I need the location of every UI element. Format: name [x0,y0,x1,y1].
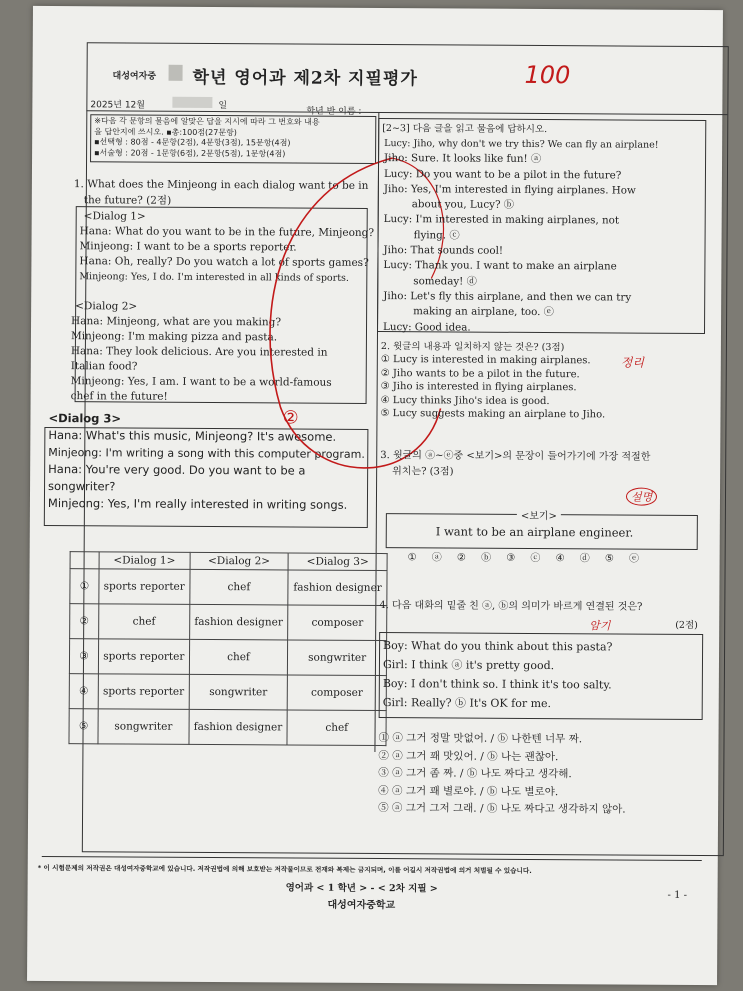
date-suffix: 일 [218,101,228,112]
q3-prompt-line: 3. 윗글의 ⓐ~ⓔ중 <보기>의 문장이 들어가기에 가장 적절한 [380,450,651,463]
table-corner [70,552,99,569]
q4-dialog-line: Girl: I think ⓐ it's pretty good. [382,658,555,673]
passage-line: making an airplane, too. ⓔ [413,305,554,319]
school-name-small: 대성여자중 [112,71,157,82]
table-cell: fashion designer [288,570,387,606]
exam-paper [27,6,723,985]
q1-prompt-line: 1. What does the Minjeong in each dialog want to be in [73,178,369,192]
dialog-label: <Dialog 2> [75,300,138,313]
passage-line: Lucy: Do you want to be a pilot in the future? [383,167,622,182]
passage-line: Jiho: Let's fly this airplane, and then we can try [383,290,632,304]
footer-school: 대성여자중학교 [327,899,396,912]
dialog-line: Hana: What's this music, Minjeong? It's awesome. [48,428,337,444]
table-cell: fashion designer [189,709,288,745]
dialog-line: Hana: You're very good. Do you want to be a [48,462,306,478]
q1-answer-table [68,551,387,746]
dialog-line: songwriter? [48,479,116,494]
copyright-notice: * 이 시험문제의 저작권은 대성여자중학교에 있습니다. 저작권법에 의해 보호받는 저작물이므로 전재와 복제는 금지되며, 이를 어길시 저작권법에 의거 처벌될 수 있습니다. [37,863,532,875]
table-row[interactable] [69,639,386,676]
q4-option[interactable]: ① ⓐ 그거 정말 맛없어. / ⓑ 나한텐 너무 짜. [378,732,583,746]
dialog-line: Hana: Oh, really? Do you watch a lot of sports games? [79,255,369,269]
table-cell: fashion designer [189,604,288,640]
table-row[interactable] [69,709,386,746]
q4-points: (2점) [675,619,698,631]
dialog-label: <Dialog 1> [83,210,146,223]
q4-options [378,730,626,819]
table-cell: songwriter [98,709,189,745]
redaction-block [169,65,183,81]
table-row[interactable] [70,569,387,606]
q3-handwritten: 설명 [626,488,657,506]
q3-prompt [380,448,650,482]
table-cell: chef [99,604,190,640]
passage-line: Lucy: Thank you. I want to make an airplane [383,259,617,273]
score-handwritten: 100 [524,60,571,90]
page-number: - 1 - [667,889,688,901]
instruction-line: ▪서술형 : 20점 - 1문항(6점), 2문항(5점), 1문항(4점) [94,147,286,158]
q4-prompt: 4. 다음 대화의 밑줄 친 ⓐ, ⓑ의 의미가 바르게 연결된 것은? [379,600,643,613]
q4-dialog-line: Girl: Really? ⓑ It's OK for me. [382,696,552,711]
q2-handwritten: 정리 [620,355,645,370]
q3-prompt-line: 위치는? (3점) [392,466,454,478]
passage-line: Lucy: I'm interested in making airplanes, not [383,213,620,227]
footer-divider [42,856,702,861]
table-cell: songwriter [288,640,387,676]
table-cell: sports reporter [98,674,189,710]
dialog-line: Minjeong: I'm making pizza and pasta. [70,330,278,344]
q2-options [380,353,605,422]
q2-option[interactable]: ④ Lucy thinks Jiho's idea is good. [380,394,550,407]
dialog-label: <Dialog 3> [48,411,122,426]
table-cell: sports reporter [98,639,189,675]
table-header: <Dialog 2> [190,552,289,570]
dialog-line: Minjeong: Yes, I am. I want to be a world-famous [70,375,332,389]
student-info: 학년 반 이름 : [306,106,362,117]
table-row[interactable] [70,604,387,641]
q4-dialog-line: Boy: I don't think so. I think it's too salty. [382,677,612,692]
q3-box-text: I want to be an airplane engineer. [435,524,634,540]
q4-option[interactable]: ② ⓐ 그거 꽤 맛있어. / ⓑ 나는 괜찮아. [378,749,559,763]
table-header: <Dialog 3> [288,553,387,571]
option-number: ③ [69,639,98,674]
passage-line: someday! ⓓ [413,274,477,288]
q1-mark: ② [282,407,299,429]
q4-handwritten: 암기 [589,619,611,633]
table-cell: songwriter [189,674,288,710]
table-row[interactable] [69,674,386,711]
passage-line: Lucy: Good idea. [382,320,471,334]
instruction-line: ※다음 각 문항의 물음에 알맞은 답을 지시에 따라 그 번호와 내용 [94,116,320,127]
q4-option[interactable]: ④ ⓐ 그거 꽤 별로야. / ⓑ 나도 별로야. [378,784,559,798]
q1-prompt-line: the future? (2점) [83,194,172,207]
table-header: <Dialog 1> [99,552,190,570]
dialog-line: Hana: They look delicious. Are you interested in [70,345,328,359]
passage-line: about you, Lucy? ⓑ [411,198,515,212]
dialog-line: chef in the future! [70,390,168,403]
dialog-line: Hana: What do you want to be in the future, Minjeong? [79,225,375,239]
q4-dialog-line: Boy: What do you think about this pasta? [383,639,613,654]
q2-option[interactable]: ① Lucy is interested in making airplanes. [380,354,591,367]
passage-line: flying. ⓒ [413,229,460,242]
table-cell: chef [189,639,288,675]
passage-heading: [2~3] 다음 글을 읽고 물음에 답하시오. [382,123,548,136]
passage-line: Jiho: Yes, I'm interested in flying airplanes. How [383,182,636,197]
passage-line: Jiho: Sure. It looks like fun! ⓐ [384,152,542,166]
option-number: ④ [69,674,98,709]
exam-title: 학년 영어과 제2차 지필평가 [192,67,418,90]
table-cell: composer [288,605,387,641]
q3-box-label: <보기> [517,507,561,522]
q4-option[interactable]: ③ ⓐ 그거 좀 짜. / ⓑ 나도 짜다고 생각해. [378,767,572,781]
footer-subject: 영어과 < 1 학년 > - < 2차 지필 > [285,882,438,895]
table-header-row [70,552,387,571]
dialog-line: Minjeong: Yes, I do. I'm interested in all kinds of sports. [79,271,349,284]
redaction-date [172,97,212,108]
instruction-line: ▪선택형 : 80점 - 4문항(2점), 4문항(3점), 15문항(4점) [94,137,291,148]
q3-options[interactable]: ① ⓐ ② ⓑ ③ ⓒ ④ ⓓ ⑤ ⓔ [407,552,640,565]
option-number: ① [70,569,99,604]
table-cell: chef [287,710,386,746]
table-cell: composer [287,675,386,711]
instruction-line: 을 답안지에 쓰시오. ▪총:100점(27문항) [94,126,237,137]
q4-dialog [383,636,613,713]
dialog-line: Italian food? [70,360,138,373]
passage [383,136,659,337]
dialog-line: Minjeong: I want to be a sports reporter. [79,240,297,254]
dialog-line: Hana: Minjeong, what are you making? [71,315,282,329]
q2-option[interactable]: ③ Jiho is interested in flying airplanes. [380,381,577,394]
option-number: ⑤ [69,709,98,744]
table-cell: sports reporter [99,569,190,605]
passage-line: Jiho: That sounds cool! [383,244,504,257]
table-cell: chef [189,569,288,605]
q2-prompt: 2. 윗글의 내용과 일치하지 않는 것은? (3점) [380,341,565,354]
dialog-line: Minjeong: Yes, I'm really interested in writing songs. [47,496,348,512]
q4-option[interactable]: ⑤ ⓐ 그거 그저 그래. / ⓑ 나도 짜다고 생각하지 않아. [378,802,626,816]
passage-line: Lucy: Jiho, why don't we try this? We can fly an airplane! [384,138,659,151]
date-line: 2025년 12월 [90,100,146,111]
q2-option[interactable]: ② Jiho wants to be a pilot in the future. [380,367,580,380]
q2-option[interactable]: ⑤ Lucy suggests making an airplane to Jiho. [380,408,606,421]
dialog-line: Minjeong: I'm writing a song with this computer program. [48,446,365,461]
option-number: ② [70,604,99,639]
